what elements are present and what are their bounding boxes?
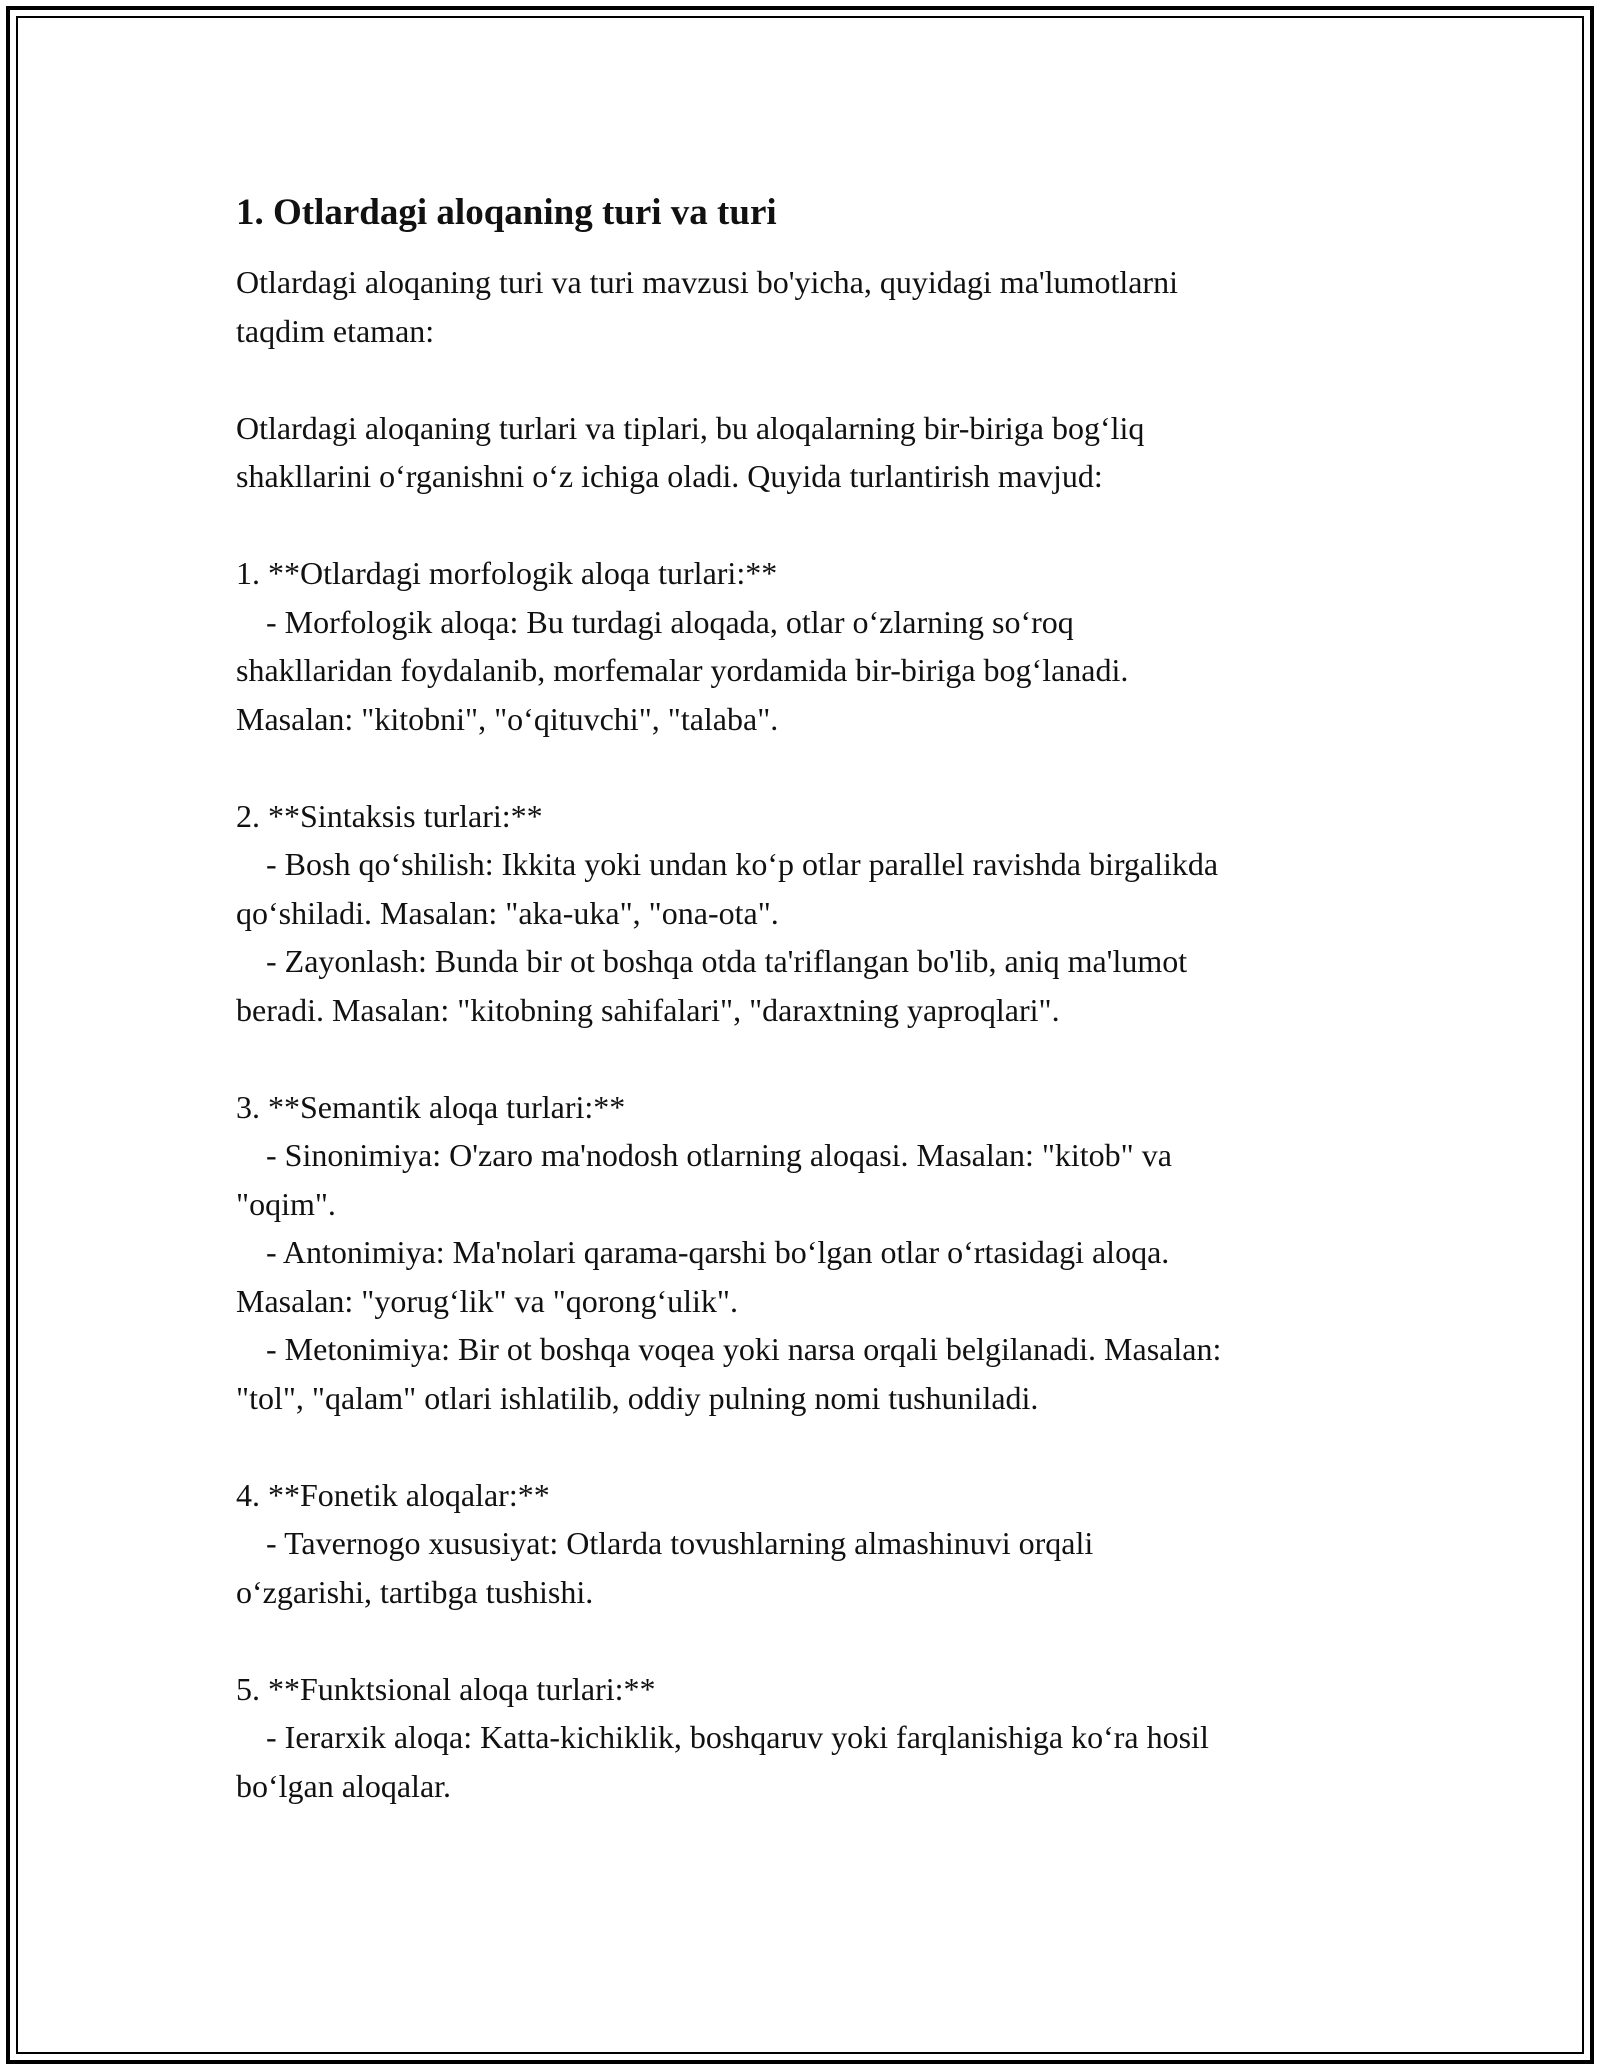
list-item: - Ierarxik aloqa: Katta-kichiklik, boshqaruv yoki farqlanishiga ko‘ra hosil [266,1719,1209,1755]
list-item: - Morfologik aloqa: Bu turdagi aloqada, otlar o‘zlarning so‘roq [266,603,1074,640]
document-body [236,188,1366,1810]
list-item: - Tavernogo xususiyat: Otlarda tovushlarning almashinuvi orqali [266,1525,1094,1561]
section-morphological [236,549,1366,743]
section-functional [236,1665,1366,1811]
text-line: taqdim etaman: [236,312,435,349]
intro-paragraph [236,258,1366,355]
overview-paragraph [236,404,1366,501]
paragraph-gap [236,355,1366,404]
section-heading: 3. **Semantik aloqa turlari:** [236,1088,626,1125]
text-line: Otlardagi aloqaning turi va turi mavzusi bo'yicha, quyidagi ma'lumotlarni [236,264,1178,300]
paragraph-gap [236,743,1366,792]
section-heading: 2. **Sintaksis turlari:** [236,797,543,834]
section-phonetic [236,1471,1366,1617]
text-line: shakllaridan foydalanib, morfemalar yordamida bir-biriga bog‘lanadi. [236,652,1129,688]
section-heading: 5. **Funktsional aloqa turlari:** [236,1670,656,1707]
section-heading: 4. **Fonetik aloqalar:** [236,1476,550,1513]
list-item: - Zayonlash: Bunda bir ot boshqa otda ta'riflangan bo'lib, aniq ma'lumot [266,943,1188,979]
paragraph-gap [236,501,1366,550]
text-line: qo‘shiladi. Masalan: "aka-uka", "ona-ota". [236,894,779,931]
section-heading: 1. **Otlardagi morfologik aloqa turlari:** [236,555,778,591]
text-line: o‘zgarishi, tartibga tushishi. [236,1573,594,1610]
section-semantic [236,1083,1366,1423]
list-item: - Metonimiya: Bir ot boshqa voqea yoki narsa orqali belgilanadi. Masalan: [266,1331,1222,1367]
text-line: "tol", "qalam" otlari ishlatilib, oddiy pulning nomi tushuniladi. [236,1379,1039,1416]
list-item: - Antonimiya: Ma'nolari qarama-qarshi bo‘lgan otlar o‘rtasidagi aloqa. [266,1234,1170,1270]
text-line: Otlardagi aloqaning turlari va tiplari, bu aloqalarning bir-biriga bog‘liq [236,409,1145,446]
text-line: Masalan: "kitobni", "o‘qituvchi", "talaba". [236,700,779,737]
list-item: - Sinonimiya: O'zaro ma'nodosh otlarning aloqasi. Masalan: "kitob" va [266,1137,1172,1173]
document-title: 1. Otlardagi aloqaning turi va turi [236,192,777,233]
text-line: Masalan: "yorug‘lik" va "qorong‘ulik". [236,1282,738,1319]
paragraph-gap [236,1616,1366,1665]
text-line: "oqim". [236,1185,336,1222]
paragraph-gap [236,1034,1366,1083]
section-syntax [236,792,1366,1035]
text-line: bo‘lgan aloqalar. [236,1767,452,1804]
text-line: shakllarini o‘rganishni o‘z ichiga oladi. Quyida turlantirish mavjud: [236,458,1103,494]
paragraph-gap [236,1422,1366,1471]
list-item: - Bosh qo‘shilish: Ikkita yoki undan ko‘p otlar parallel ravishda birgalikda [266,846,1219,882]
text-line: beradi. Masalan: "kitobning sahifalari", "daraxtning yaproqlari". [236,991,1060,1028]
